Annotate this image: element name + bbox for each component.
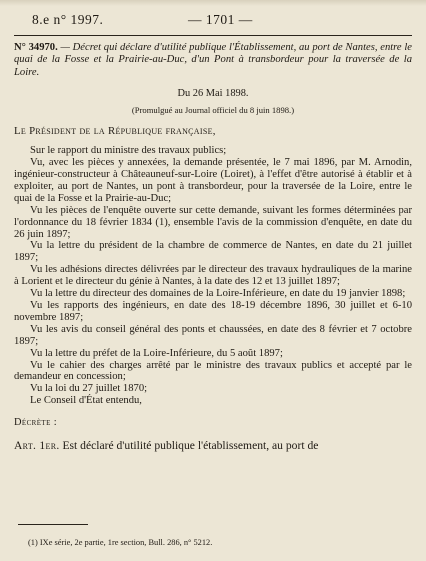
paragraph: Vu le cahier des charges arrêté par le ministre des travaux publics et accepté par le demandeur en concession; [14, 359, 412, 383]
running-header [14, 12, 412, 32]
paragraph: Le Conseil d'État entendu, [30, 395, 142, 407]
paragraph: Vu la lettre du préfet de la Loire-Inférieure, du 5 août 1897; [30, 347, 283, 359]
decree-date: Du 26 Mai 1898. [177, 88, 249, 100]
page-number: — 1701 — [188, 12, 253, 27]
article-label: Art. 1er. [14, 439, 60, 453]
article-text: Est déclaré d'utilité publique l'établissement, au port de [62, 439, 319, 453]
article-1 [14, 439, 412, 452]
decree-body [14, 145, 412, 407]
paragraph: Vu les pièces de l'enquête ouverte sur cette demande, suivant les formes déterminées par l'ordonnance du 18 février 1834 (1), ensemble l'avis de la commission d'enquête, en date du 26 juin 1897; [14, 204, 412, 240]
footnote-rule [18, 524, 88, 525]
president-heading: Le Président de la République française, [14, 125, 216, 138]
promulgation-note: (Promulgué au Journal officiel du 8 juin 1898.) [131, 105, 295, 116]
paragraph: Sur le rapport du ministre des travaux publics; [30, 145, 227, 157]
decree-title: — Décret qui déclare d'utilité publique l'Établissement, au port de Nantes, entre le quai de la Fosse et la Prairie-au-Duc, d'un Pont à transbordeur pour la traversée de la Loire. [14, 42, 412, 78]
decrete-heading: Décrète : [14, 417, 58, 429]
header-rule [14, 35, 412, 36]
page-top-edge [0, 0, 426, 6]
paragraph: Vu la lettre du directeur des domaines de la Loire-Inférieure, en date du 19 janvier 1898; [30, 288, 406, 300]
decree-number: N° 34970. [14, 42, 58, 53]
decree-heading [14, 42, 412, 79]
paragraph: Vu les avis du conseil général des ponts et chaussées, en date des 8 février et 7 octobre 1897; [14, 323, 412, 347]
paragraph: Vu, avec les pièces y annexées, la demande présentée, le 7 mai 1896, par M. Arnodin, ingénieur-constructeur à Châteauneuf-sur-Loire (Loiret), à l'effet d'être autorisé à établir et à exploiter, au port de Nantes, un pont à transbordeur, pour la traversée de la Loire, entre le quai de la Fosse et la Prairie-au-Duc; [14, 157, 412, 204]
paragraph: Vu la lettre du président de la chambre de commerce de Nantes, en date du 21 juillet 1897; [14, 240, 412, 264]
paragraph: Vu les rapports des ingénieurs, en date des 18-19 décembre 1896, 30 juillet et 6-10 novembre 1897; [14, 300, 412, 323]
serie-number: 8.e n° 1997. [32, 12, 104, 27]
paragraph: Vu la loi du 27 juillet 1870; [30, 383, 148, 395]
paragraph: Vu les adhésions directes délivrées par le directeur des travaux hydrauliques de la marine à Lorient et le directeur du génie à Nantes, à la date des 12 et 13 juillet 1897; [14, 264, 412, 288]
footnote: (1) IXe série, 2e partie, 1re section, Bull. 286, n° 5212. [28, 538, 213, 547]
